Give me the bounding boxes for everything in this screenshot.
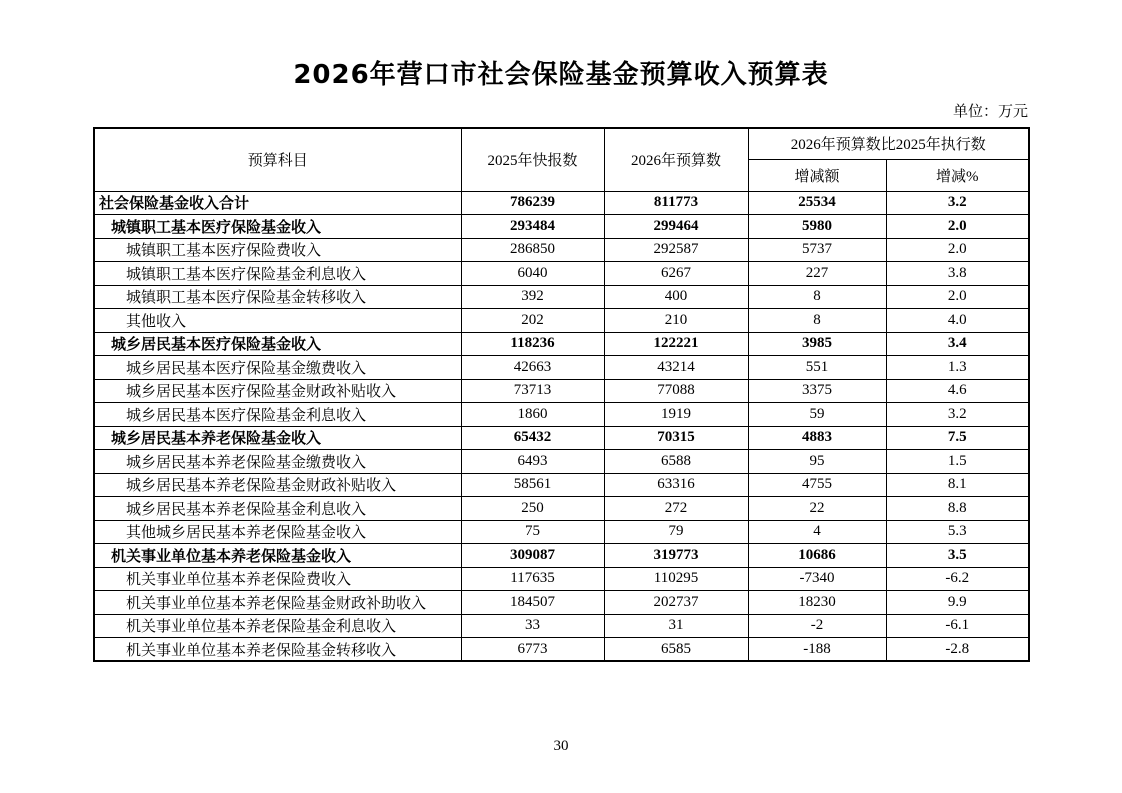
cell-2026: 6585	[604, 638, 748, 662]
cell-change-pct: 2.0	[886, 215, 1029, 239]
cell-change-amount: 8	[748, 309, 886, 333]
cell-2025: 42663	[461, 356, 604, 380]
cell-2025: 184507	[461, 591, 604, 615]
cell-change-pct: 3.8	[886, 262, 1029, 286]
table-row	[94, 614, 1029, 638]
cell-change-amount: 4755	[748, 473, 886, 497]
table-row	[94, 567, 1029, 591]
cell-change-amount: 227	[748, 262, 886, 286]
table-row	[94, 215, 1029, 239]
table-header	[94, 128, 1029, 191]
cell-change-pct: 2.0	[886, 285, 1029, 309]
cell-2026: 6267	[604, 262, 748, 286]
row-label: 城乡居民基本养老保险基金财政补贴收入	[94, 473, 461, 497]
table-body	[94, 191, 1029, 661]
cell-2026: 6588	[604, 450, 748, 474]
page-title: 2026年营口市社会保险基金预算收入预算表	[293, 60, 829, 90]
cell-2025: 65432	[461, 426, 604, 450]
cell-2025: 293484	[461, 215, 604, 239]
cell-change-amount: -2	[748, 614, 886, 638]
cell-2026: 292587	[604, 238, 748, 262]
cell-2025: 6773	[461, 638, 604, 662]
cell-change-amount: 5980	[748, 215, 886, 239]
row-label: 机关事业单位基本养老保险费收入	[94, 567, 461, 591]
row-label: 城镇职工基本医疗保险基金转移收入	[94, 285, 461, 309]
row-label: 城镇职工基本医疗保险基金收入	[94, 215, 461, 239]
header-subject: 预算科目	[94, 128, 461, 191]
budget-table	[93, 127, 1030, 662]
cell-change-amount: -188	[748, 638, 886, 662]
cell-2026: 272	[604, 497, 748, 521]
cell-change-pct: -2.8	[886, 638, 1029, 662]
table-row	[94, 450, 1029, 474]
cell-2026: 70315	[604, 426, 748, 450]
table-row	[94, 403, 1029, 427]
cell-change-pct: 1.5	[886, 450, 1029, 474]
cell-change-amount: 25534	[748, 191, 886, 215]
cell-2025: 73713	[461, 379, 604, 403]
cell-2025: 33	[461, 614, 604, 638]
cell-2026: 299464	[604, 215, 748, 239]
cell-change-amount: 59	[748, 403, 886, 427]
table-row	[94, 520, 1029, 544]
cell-change-pct: 3.4	[886, 332, 1029, 356]
row-label: 机关事业单位基本养老保险基金转移收入	[94, 638, 461, 662]
cell-2025: 286850	[461, 238, 604, 262]
row-label: 社会保险基金收入合计	[94, 191, 461, 215]
unit-note: 单位：万元	[952, 104, 1028, 120]
header-2026: 2026年预算数	[604, 128, 748, 191]
cell-2026: 110295	[604, 567, 748, 591]
cell-change-amount: 95	[748, 450, 886, 474]
row-label: 其他收入	[94, 309, 461, 333]
cell-change-pct: 3.2	[886, 191, 1029, 215]
cell-2025: 309087	[461, 544, 604, 568]
cell-change-pct: 3.5	[886, 544, 1029, 568]
cell-change-amount: 5737	[748, 238, 886, 262]
cell-2025: 58561	[461, 473, 604, 497]
cell-change-amount: 4883	[748, 426, 886, 450]
row-label: 城乡居民基本医疗保险基金财政补贴收入	[94, 379, 461, 403]
table-row	[94, 238, 1029, 262]
table-row	[94, 191, 1029, 215]
table-row	[94, 262, 1029, 286]
table-row	[94, 638, 1029, 662]
cell-2025: 118236	[461, 332, 604, 356]
row-label: 城镇职工基本医疗保险费收入	[94, 238, 461, 262]
table-row	[94, 379, 1029, 403]
cell-change-amount: 8	[748, 285, 886, 309]
table-row	[94, 497, 1029, 521]
table-row	[94, 309, 1029, 333]
row-label: 城乡居民基本养老保险基金缴费收入	[94, 450, 461, 474]
row-label: 其他城乡居民基本养老保险基金收入	[94, 520, 461, 544]
cell-2025: 1860	[461, 403, 604, 427]
cell-2026: 210	[604, 309, 748, 333]
row-label: 城乡居民基本医疗保险基金缴费收入	[94, 356, 461, 380]
cell-2026: 77088	[604, 379, 748, 403]
header-compare-group: 2026年预算数比2025年执行数	[748, 128, 1029, 159]
table-row	[94, 473, 1029, 497]
cell-change-amount: -7340	[748, 567, 886, 591]
cell-2026: 122221	[604, 332, 748, 356]
row-label: 机关事业单位基本养老保险基金收入	[94, 544, 461, 568]
cell-change-pct: 4.0	[886, 309, 1029, 333]
row-label: 城乡居民基本养老保险基金收入	[94, 426, 461, 450]
cell-2026: 811773	[604, 191, 748, 215]
cell-2026: 1919	[604, 403, 748, 427]
cell-2025: 6040	[461, 262, 604, 286]
cell-change-amount: 18230	[748, 591, 886, 615]
row-label: 城乡居民基本养老保险基金利息收入	[94, 497, 461, 521]
row-label: 机关事业单位基本养老保险基金财政补助收入	[94, 591, 461, 615]
cell-2026: 79	[604, 520, 748, 544]
cell-change-amount: 22	[748, 497, 886, 521]
header-2025: 2025年快报数	[461, 128, 604, 191]
table-row	[94, 426, 1029, 450]
row-label: 城镇职工基本医疗保险基金利息收入	[94, 262, 461, 286]
cell-change-pct: 8.1	[886, 473, 1029, 497]
page-number: 30	[553, 738, 569, 754]
cell-2025: 392	[461, 285, 604, 309]
cell-change-pct: 4.6	[886, 379, 1029, 403]
row-label: 城乡居民基本医疗保险基金利息收入	[94, 403, 461, 427]
cell-change-amount: 551	[748, 356, 886, 380]
header-row-top	[94, 128, 1029, 159]
cell-change-amount: 10686	[748, 544, 886, 568]
table-row	[94, 591, 1029, 615]
cell-change-amount: 3375	[748, 379, 886, 403]
cell-2026: 202737	[604, 591, 748, 615]
table-row	[94, 332, 1029, 356]
table-row	[94, 356, 1029, 380]
cell-2025: 202	[461, 309, 604, 333]
cell-2025: 117635	[461, 567, 604, 591]
cell-2025: 75	[461, 520, 604, 544]
row-label: 机关事业单位基本养老保险基金利息收入	[94, 614, 461, 638]
cell-2026: 31	[604, 614, 748, 638]
cell-change-pct: 9.9	[886, 591, 1029, 615]
table-row	[94, 544, 1029, 568]
cell-2026: 43214	[604, 356, 748, 380]
header-change-pct: 增减%	[886, 159, 1029, 191]
header-change-amount: 增减额	[748, 159, 886, 191]
cell-2026: 319773	[604, 544, 748, 568]
cell-2025: 250	[461, 497, 604, 521]
row-label: 城乡居民基本医疗保险基金收入	[94, 332, 461, 356]
cell-change-pct: 5.3	[886, 520, 1029, 544]
table-row	[94, 285, 1029, 309]
cell-change-amount: 3985	[748, 332, 886, 356]
cell-change-pct: 1.3	[886, 356, 1029, 380]
cell-2025: 786239	[461, 191, 604, 215]
cell-change-amount: 4	[748, 520, 886, 544]
cell-2025: 6493	[461, 450, 604, 474]
cell-change-pct: 7.5	[886, 426, 1029, 450]
cell-change-pct: -6.2	[886, 567, 1029, 591]
cell-2026: 63316	[604, 473, 748, 497]
cell-change-pct: -6.1	[886, 614, 1029, 638]
cell-change-pct: 3.2	[886, 403, 1029, 427]
cell-change-pct: 2.0	[886, 238, 1029, 262]
cell-change-pct: 8.8	[886, 497, 1029, 521]
cell-2026: 400	[604, 285, 748, 309]
